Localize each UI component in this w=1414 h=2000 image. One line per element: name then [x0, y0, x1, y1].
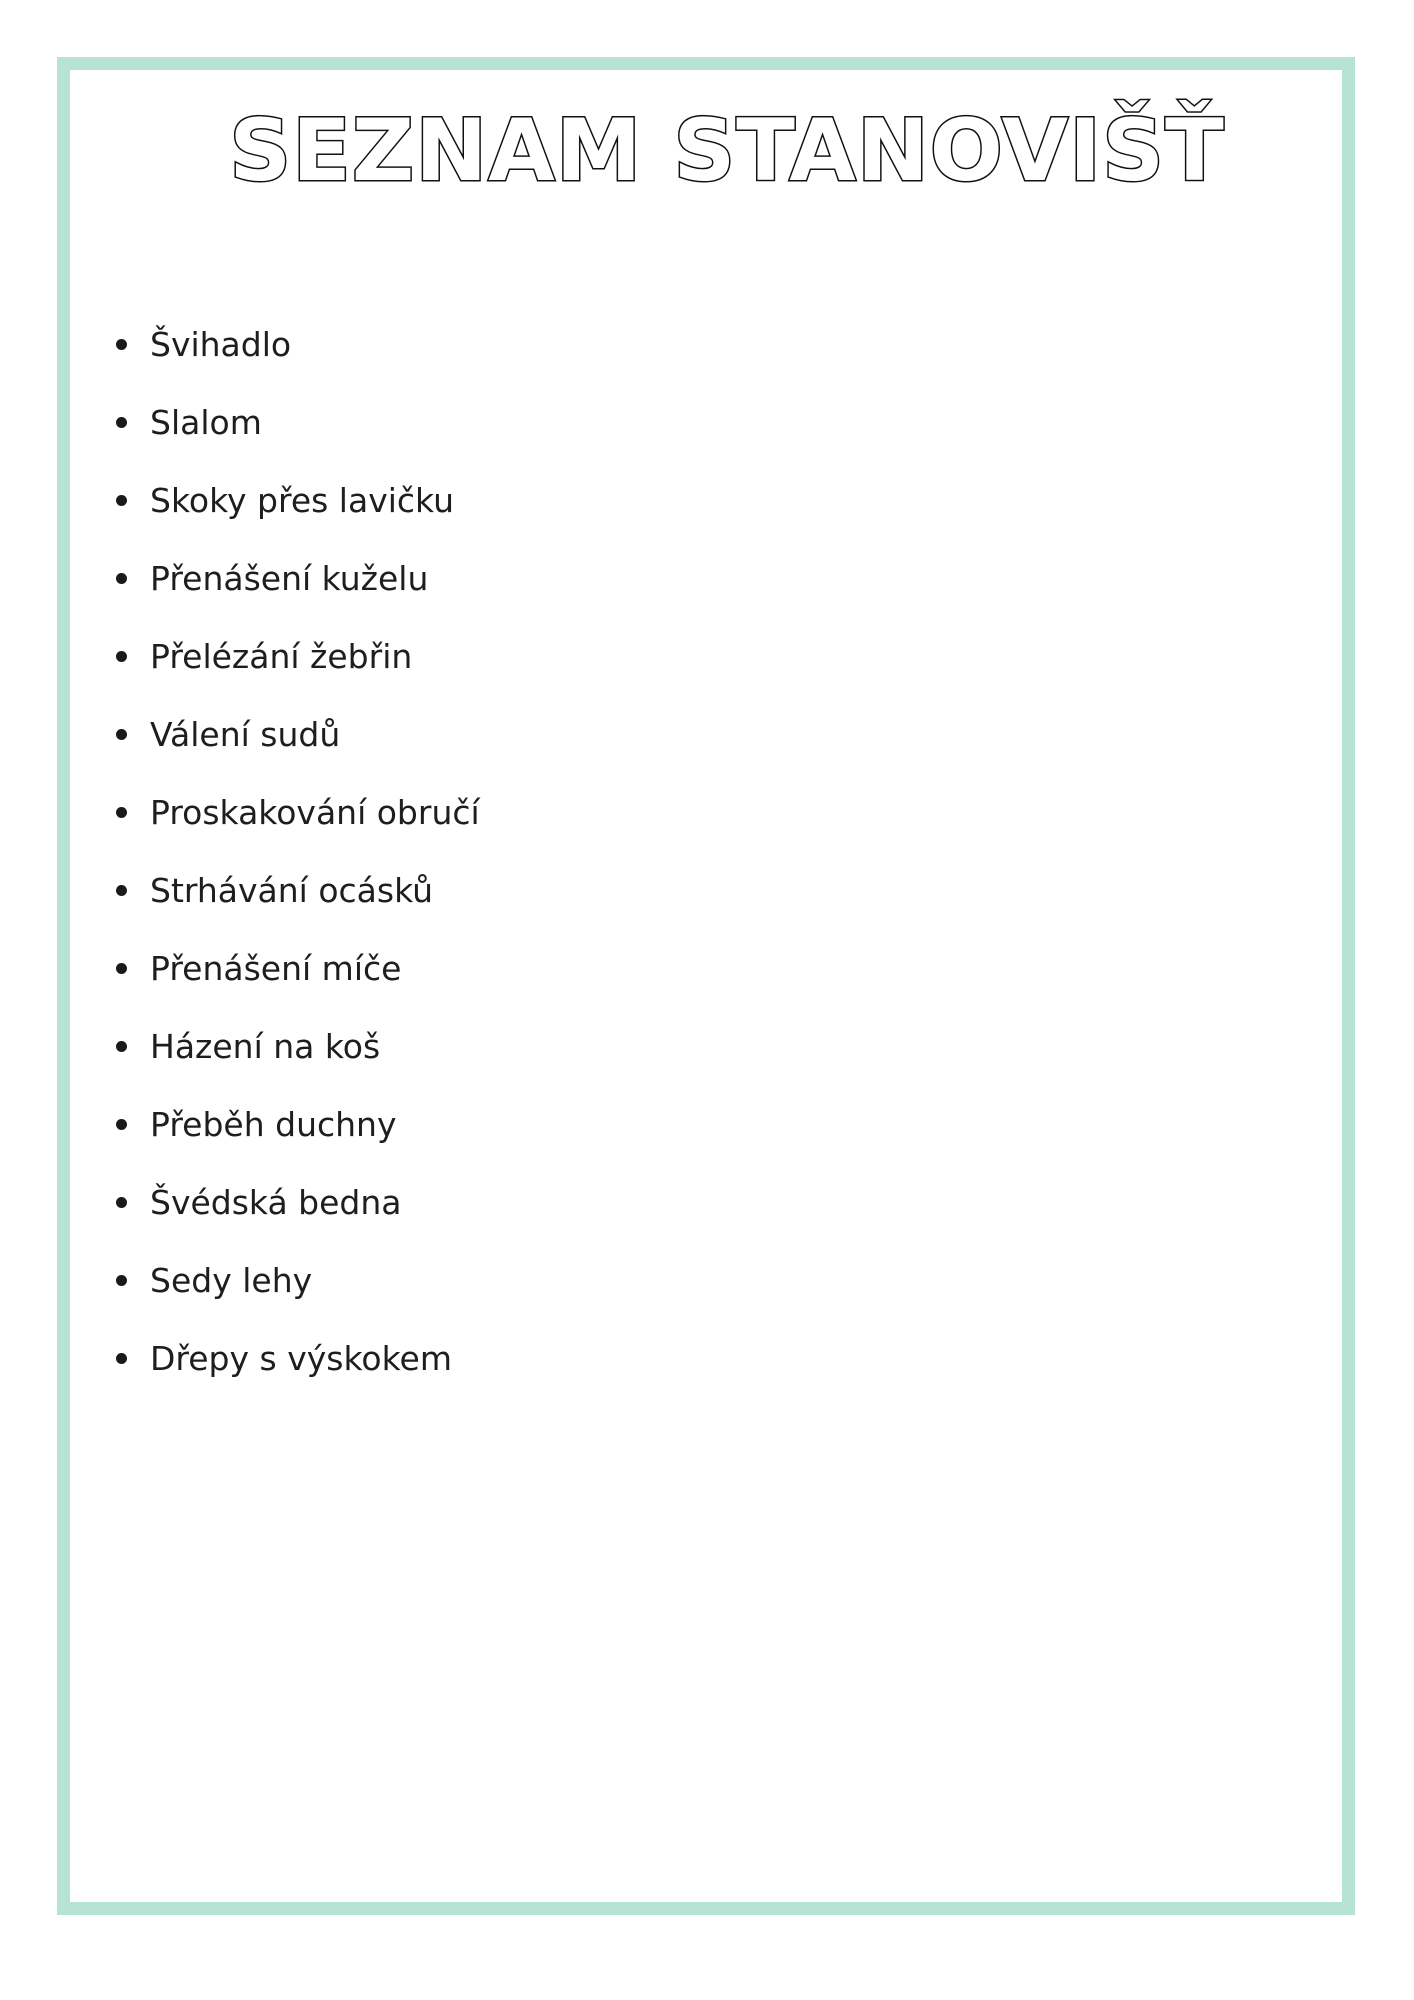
station-label: Válení sudů — [150, 714, 341, 754]
station-label: Slalom — [150, 402, 262, 442]
station-label: Dřepy s výskokem — [150, 1338, 452, 1378]
bullet-icon — [116, 651, 127, 662]
bullet-icon — [116, 1353, 127, 1364]
station-label: Házení na koš — [150, 1026, 381, 1066]
station-label: Sedy lehy — [150, 1260, 313, 1300]
list-item — [108, 1007, 480, 1085]
list-item — [108, 617, 480, 695]
station-list — [108, 305, 480, 1397]
bullet-icon — [116, 1275, 127, 1286]
list-item — [108, 1241, 480, 1319]
bullet-icon — [116, 417, 127, 428]
bullet-icon — [116, 963, 127, 974]
station-label: Přenášení kuželu — [150, 558, 429, 598]
station-label: Švédská bedna — [150, 1182, 402, 1222]
station-label: Proskakování obručí — [150, 792, 480, 832]
station-label: Skoky přes lavičku — [150, 480, 455, 520]
list-item — [108, 1163, 480, 1241]
list-item — [108, 539, 480, 617]
station-label: Přelézání žebřin — [150, 636, 413, 676]
bullet-icon — [116, 1197, 127, 1208]
page-title: SEZNAM STANOVIŠŤ — [229, 101, 1225, 201]
bullet-icon — [116, 1119, 127, 1130]
list-item — [108, 851, 480, 929]
station-label: Přenášení míče — [150, 948, 402, 988]
list-item — [108, 1319, 480, 1397]
list-item — [108, 461, 480, 539]
station-label: Strhávání ocásků — [150, 870, 434, 910]
station-label: Švihadlo — [150, 324, 292, 364]
list-item — [108, 383, 480, 461]
list-item — [108, 929, 480, 1007]
list-item — [108, 1085, 480, 1163]
list-item — [108, 695, 480, 773]
station-label: Přeběh duchny — [150, 1104, 397, 1144]
list-item — [108, 305, 480, 383]
bullet-icon — [116, 339, 127, 350]
bullet-icon — [116, 885, 127, 896]
bullet-icon — [116, 573, 127, 584]
bullet-icon — [116, 729, 127, 740]
bullet-icon — [116, 807, 127, 818]
bullet-icon — [116, 1041, 127, 1052]
list-item — [108, 773, 480, 851]
bullet-icon — [116, 495, 127, 506]
